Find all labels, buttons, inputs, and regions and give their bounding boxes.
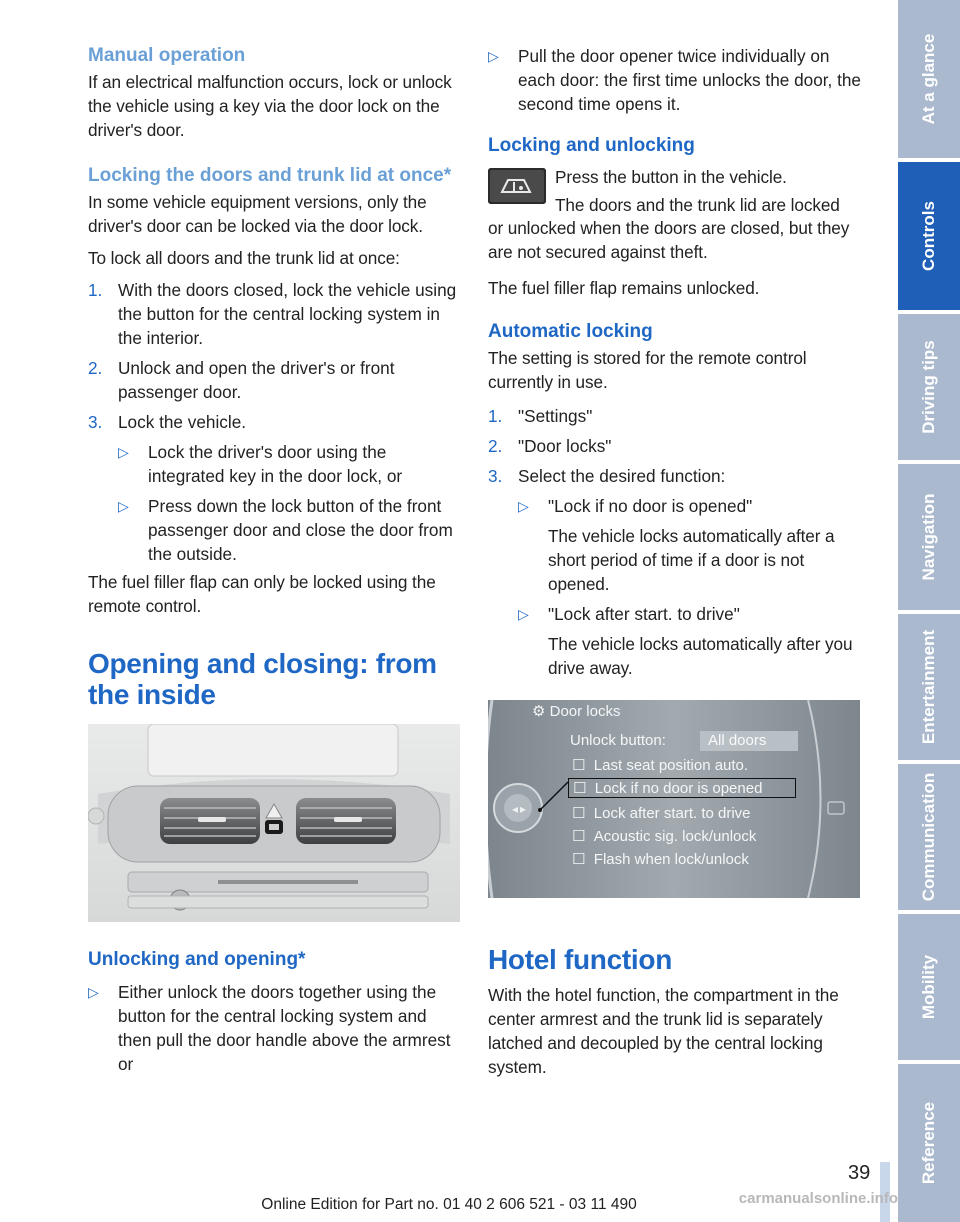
fuel-unlocked-text: The fuel filler flap remains unlocked. (488, 278, 760, 298)
left-column (88, 44, 462, 1076)
lock-all-text-1: In some vehicle equipment versions, only the driver's door can be locked via the door lock. (88, 192, 427, 236)
screen-title-row (532, 702, 620, 720)
screen-option-5[interactable]: ☐ Flash when lock/unlock (572, 851, 749, 868)
tab-reference[interactable]: Reference (898, 1064, 960, 1222)
screen-option-1[interactable]: ☐ Last seat position auto. (572, 757, 749, 774)
tab-entertainment[interactable]: Entertainment (898, 614, 960, 760)
list-item: 2. Unlock and open the driver's or front passenger door. (88, 358, 395, 402)
checkbox-icon: ☐ (572, 851, 586, 868)
screen-background (488, 700, 860, 898)
lock-all-text-2: To lock all doors and the trunk lid at once: (88, 248, 400, 268)
unlock-button-label: Unlock button: (570, 732, 666, 749)
list-item: ▷ Lock the driver's door using the integrated key in the door lock, or (118, 442, 403, 486)
hotel-function-heading: Hotel function (488, 944, 672, 975)
list-item: ▷ Either unlock the doors together using the button for the central locking system and then pull the door handle above the armrest or (88, 982, 451, 1074)
dashboard-image (88, 724, 460, 922)
press-button-text: Press the button in the vehicle. (555, 167, 787, 187)
watermark: carmanualsonline.info (738, 1190, 898, 1207)
checkbox-icon: ☐ (572, 757, 586, 774)
gear-icon: ⚙ (532, 703, 546, 720)
bullet-triangle-icon: ▷ (488, 48, 499, 64)
checkbox-icon: ☐ (572, 828, 586, 845)
manual-operation-text: If an electrical malfunction occurs, lock or unlock the vehicle using a key via the door lock on the driver's door. (88, 72, 452, 140)
list-item: 1. With the doors closed, lock the vehicle using the button for the central locking system in the interior. (88, 280, 457, 348)
tab-navigation[interactable]: Navigation (898, 464, 960, 610)
checkbox-icon: ☐ (573, 780, 587, 797)
chapter-tabs (898, 0, 960, 1222)
tab-at-a-glance[interactable]: At a glance (898, 0, 960, 158)
footer-text: Online Edition for Part no. 01 40 2 606 521 - 03 11 490 (261, 1196, 637, 1213)
unlock-button-value[interactable]: All doors (700, 731, 798, 751)
list-item: ▷ Press down the lock button of the front passenger door and close the door from the outside. (118, 496, 453, 564)
dashboard-illustration (88, 724, 460, 922)
lock-button-row (488, 166, 862, 216)
option1-description: The vehicle locks automatically after a short period of time if a door is not opened. (548, 526, 835, 594)
screen-option-3[interactable]: ☐ Lock after start. to drive (572, 805, 751, 822)
right-column (488, 44, 862, 1079)
doors-locked-text-a: The doors and the trunk lid are locked (555, 195, 840, 215)
opening-closing-heading: Opening and closing: from the inside (88, 648, 437, 710)
list-item: ▷ Pull the door opener twice individually on each door: the first time unlocks the door, the second time opens it. (488, 46, 861, 114)
lock-all-heading: Locking the doors and trunk lid at once* (88, 165, 452, 186)
car-lock-icon (488, 168, 546, 204)
bullet-triangle-icon: ▷ (518, 498, 529, 514)
list-item: ▷ "Lock after start. to drive" (518, 604, 740, 624)
tab-driving-tips[interactable]: Driving tips (898, 314, 960, 460)
list-item: 1. "Settings" (488, 406, 593, 426)
doors-locked-text-b: or unlocked when the doors are closed, but they are not secured against theft. (488, 218, 850, 262)
fuel-lock-text: The fuel filler flap can only be locked using the remote control. (88, 572, 436, 616)
list-item: 2. "Door locks" (488, 436, 612, 456)
bullet-triangle-icon: ▷ (118, 498, 129, 514)
door-locks-screen-image (488, 700, 860, 898)
list-item: 3. Select the desired function: (488, 466, 726, 486)
bullet-triangle-icon: ▷ (118, 444, 129, 460)
list-item: ▷ "Lock if no door is opened" (518, 496, 753, 516)
tab-communication[interactable]: Communication (898, 764, 960, 910)
list-item: 3. Lock the vehicle. (88, 412, 247, 432)
checkbox-icon: ☐ (572, 805, 586, 822)
svg-text:◂: ◂ (512, 802, 519, 816)
tab-mobility[interactable]: Mobility (898, 914, 960, 1060)
screen-title: Door locks (549, 703, 621, 720)
manual-operation-heading: Manual operation (88, 45, 246, 66)
tab-controls[interactable]: Controls (898, 162, 960, 310)
screen-option-2[interactable]: ☐ Lock if no door is opened (568, 778, 796, 798)
screen-option-4[interactable]: ☐ Acoustic sig. lock/unlock (572, 828, 757, 845)
automatic-locking-heading: Automatic locking (488, 321, 653, 342)
locking-unlocking-heading: Locking and unlocking (488, 135, 695, 156)
auto-steps-list (488, 404, 862, 680)
option2-description: The vehicle locks automatically after you drive away. (548, 634, 853, 678)
lock-steps-list (88, 278, 462, 566)
bullet-triangle-icon: ▷ (518, 606, 529, 622)
central-lock-button-image (488, 168, 546, 204)
bullet-triangle-icon: ▷ (88, 984, 99, 1000)
svg-text:▸: ▸ (520, 802, 527, 816)
page-number: 39 (848, 1162, 871, 1184)
automatic-locking-text: The setting is stored for the remote control currently in use. (488, 348, 807, 392)
hotel-function-text: With the hotel function, the compartment in the center armrest and the trunk lid is separately latched and decoupled by the central locking system. (488, 985, 839, 1077)
unlocking-opening-heading: Unlocking and opening* (88, 949, 306, 970)
